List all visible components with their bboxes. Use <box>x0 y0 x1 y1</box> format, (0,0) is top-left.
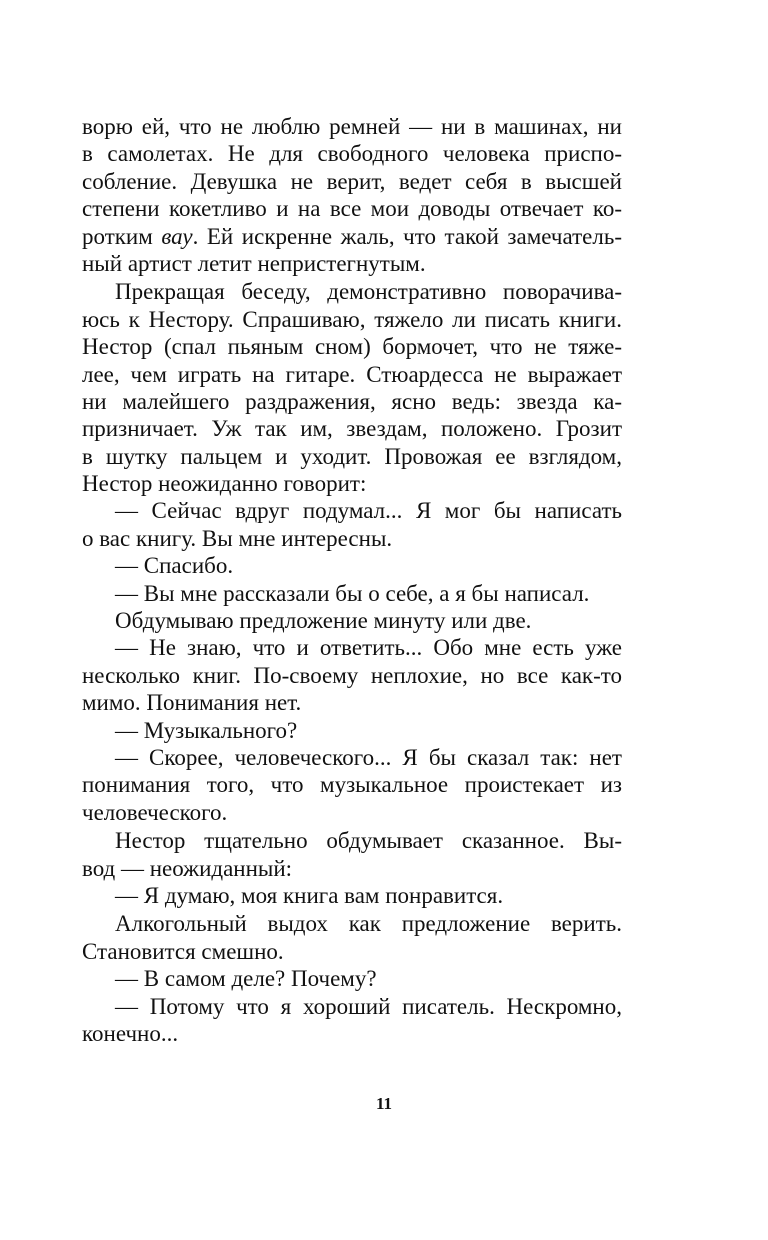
text-line: Становится смешно. <box>82 938 284 964</box>
text-line <box>82 223 622 250</box>
text-line: юсь к Нестору. Спрашиваю, тяжело ли писать книги. <box>82 306 622 332</box>
text-line: ни малейшего раздражения, ясно ведь: звезда ка- <box>82 388 622 414</box>
paragraph-first-line: Алкогольный выдох как предложение верить. <box>115 911 622 937</box>
dialogue-line: — Не знаю, что и ответить... Обо мне есть уже <box>115 635 622 661</box>
dialogue-line: — Скорее, человеческого... Я бы сказал так: нет <box>115 744 622 770</box>
text-line: в шутку пальцем и уходит. Провожая ее взглядом, <box>82 443 622 469</box>
text-line: степени кокетливо и на все мои доводы отвечает ко- <box>82 196 622 222</box>
text-line: ворю ей, что не люблю ремней — ни в машинах, ни <box>82 114 622 139</box>
text-line: Нестор неожиданно говорит: <box>82 471 367 497</box>
dialogue-line: — В самом деле? Почему? <box>115 966 377 992</box>
paragraph-first-line: Обдумываю предложение минуту или две. <box>115 608 532 634</box>
dialogue-line: — Сейчас вдруг подумал... Я мог бы написать <box>115 498 622 524</box>
text-line: конечно... <box>82 1020 179 1046</box>
text-run: ротким <box>82 223 162 249</box>
text-line: призничает. Уж так им, звездам, положено. Грозит <box>82 416 622 442</box>
text-line: в самолетах. Не для свободного человека приспо- <box>82 141 622 167</box>
dialogue-line: — Потому что я хороший писатель. Нескромно, <box>115 993 622 1019</box>
italic-word: вау <box>161 223 193 249</box>
page-number: 11 <box>375 1094 393 1113</box>
text-line: лее, чем играть на гитаре. Стюардесса не выражает <box>82 361 622 387</box>
text-run: . Ей искренне жаль, что такой замечатель- <box>192 223 622 249</box>
dialogue-line: — Вы мне рассказали бы о себе, а я бы написал. <box>115 580 590 606</box>
body-text <box>82 113 622 1047</box>
text-line: мимо. Понимания нет. <box>82 690 302 716</box>
text-line: о вас книгу. Вы мне интересны. <box>82 525 393 551</box>
dialogue-line: — Спасибо. <box>115 553 234 579</box>
text-line: понимания того, что музыкальное проистекает из <box>82 772 622 798</box>
text-line: человеческого. <box>82 799 228 825</box>
text-line: собление. Девушка не верит, ведет себя в высшей <box>82 168 622 194</box>
text-line: несколько книг. По-своему неплохие, но все как-то <box>82 662 622 688</box>
paragraph-first-line: Нестор тщательно обдумывает сказанное. Вы- <box>115 828 622 854</box>
dialogue-line: — Музыкального? <box>115 717 298 743</box>
text-line: вод — неожиданный: <box>82 855 293 881</box>
text-line: ный артист летит непристегнутым. <box>82 250 426 276</box>
text-line: Нестор (спал пьяным сном) бормочет, что не тяже- <box>82 334 622 360</box>
paragraph-first-line: Прекращая беседу, демонстративно поворачива- <box>115 279 622 305</box>
dialogue-line: — Я думаю, моя книга вам понравится. <box>115 882 504 908</box>
